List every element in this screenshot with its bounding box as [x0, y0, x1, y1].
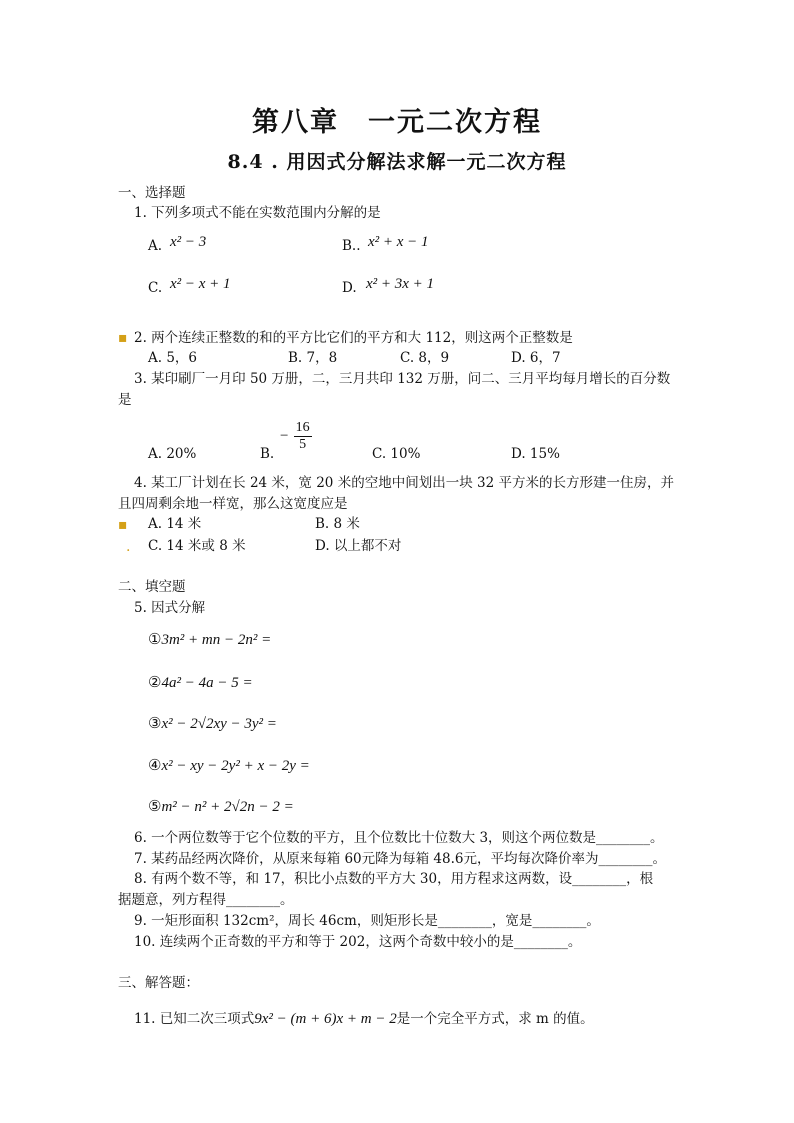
- q1-option-d-expr: x² + 3x + 1: [366, 276, 435, 292]
- q5-item-expr: x² − xy − 2y² + x − 2y =: [161, 758, 310, 774]
- question-4-stem-line1: 4. 某工厂计划在长 24 米，宽 20 米的空地中间划出一块 32 平方米的长方形建一住房，并: [134, 475, 674, 491]
- q5-item-1: [148, 630, 271, 649]
- question-4-stem-line2: 且四周剩余地一样宽，那么这宽度应是: [118, 496, 348, 512]
- fraction-numerator: 16: [295, 420, 310, 435]
- q3-option-c: C. 10%: [372, 446, 421, 462]
- q2-option-c: C. 8，9: [400, 350, 450, 366]
- q5-item-marker: ②: [148, 675, 162, 691]
- question-11: [134, 1010, 594, 1028]
- q5-item-expr: m² − n² + 2√2n − 2 =: [161, 799, 294, 815]
- q11-expression: 9x² − (m + 6)x + m − 2: [254, 1011, 397, 1027]
- q5-item-expr: 3m² + mn − 2n² =: [161, 632, 272, 648]
- page-title: 第八章 一元二次方程: [252, 107, 542, 138]
- section-heading-fill: 二、填空题: [118, 579, 186, 595]
- q5-item-expr: 4a² − 4a − 5 =: [161, 675, 253, 691]
- q1-option-d-label: D.: [342, 280, 357, 296]
- bullet-dot: ▪: [118, 330, 128, 346]
- q5-item-5: [148, 797, 294, 816]
- section-heading-solve: 三、解答题：: [118, 975, 199, 991]
- q2-option-b: B. 7，8: [288, 350, 338, 366]
- question-8-line2: 据题意，列方程得________。: [118, 892, 294, 908]
- q4-option-d: D. 以上都不对: [315, 538, 402, 554]
- q1-option-a-label: A.: [148, 238, 163, 254]
- question-10: 10. 连续两个正奇数的平方和等于 202，这两个奇数中较小的是________。: [134, 934, 582, 950]
- q1-option-c-label: C.: [148, 280, 163, 296]
- q5-item-3: [148, 714, 277, 733]
- question-3-stem-line1: 3. 某印刷厂一月印 50 万册，二，三月共印 132 万册，问二、三月平均每月增长的百分数: [134, 371, 671, 387]
- q3-option-b-label: B.: [260, 446, 275, 462]
- question-9: 9. 一矩形面积 132cm²，周长 46cm，则矩形长是________，宽是________。: [134, 913, 600, 929]
- q2-option-a: A. 5，6: [148, 350, 198, 366]
- q1-option-b-expr: x² + x − 1: [368, 234, 429, 250]
- section-subtitle: 8.4 . 用因式分解法求解一元二次方程: [227, 151, 567, 173]
- question-2-stem: 2. 两个连续正整数的和的平方比它们的平方和大 112，则这两个正整数是: [134, 330, 573, 346]
- q3-option-d: D. 15%: [511, 446, 560, 462]
- q1-option-a-expr: x² − 3: [170, 234, 207, 250]
- q5-item-marker: ⑤: [148, 799, 162, 815]
- question-8-line1: 8. 有两个数不等，和 17，积比小点数的平方大 30，用方程求这两数，设________，根: [134, 871, 654, 887]
- bullet-dot: .: [126, 539, 131, 555]
- q4-option-b: B. 8 米: [315, 516, 360, 532]
- question-6: 6. 一个两位数等于它个位数的平方，且个位数比十位数大 3，则这个两位数是________。: [134, 830, 664, 846]
- q2-option-d: D. 6，7: [511, 350, 561, 366]
- q3-minus-sign: −: [280, 428, 289, 444]
- question-7: 7. 某药品经两次降价，从原来每箱 60元降为每箱 48.6元，平均每次降价率为________。: [134, 851, 666, 867]
- q5-item-marker: ③: [148, 716, 162, 732]
- q1-option-c-expr: x² − x + 1: [170, 276, 231, 292]
- q5-item-2: [148, 673, 253, 692]
- q5-item-4: [148, 756, 310, 775]
- q5-item-marker: ①: [148, 632, 162, 648]
- q5-item-marker: ④: [148, 758, 162, 774]
- question-5-stem: 5. 因式分解: [134, 600, 206, 616]
- q5-item-expr: x² − 2√2xy − 3y² =: [161, 716, 277, 732]
- bullet-dot: ▪: [118, 517, 128, 533]
- fraction: [294, 420, 312, 453]
- section-heading-choice: 一、选择题: [118, 185, 186, 201]
- q11-prefix: 11. 已知二次三项式: [134, 1011, 255, 1027]
- q3-option-b-fraction: [280, 420, 312, 453]
- fraction-denominator: 5: [299, 437, 307, 452]
- question-1-stem: 1. 下列多项式不能在实数范围内分解的是: [134, 205, 381, 221]
- q11-suffix: 是一个完全平方式，求 m 的值。: [396, 1011, 594, 1027]
- q3-option-a: A. 20%: [148, 446, 197, 462]
- q1-option-b-label: B..: [342, 238, 361, 254]
- q4-option-a: A. 14 米: [148, 516, 202, 532]
- question-3-stem-line2: 是: [118, 392, 132, 408]
- q4-option-c: C. 14 米或 8 米: [148, 538, 246, 554]
